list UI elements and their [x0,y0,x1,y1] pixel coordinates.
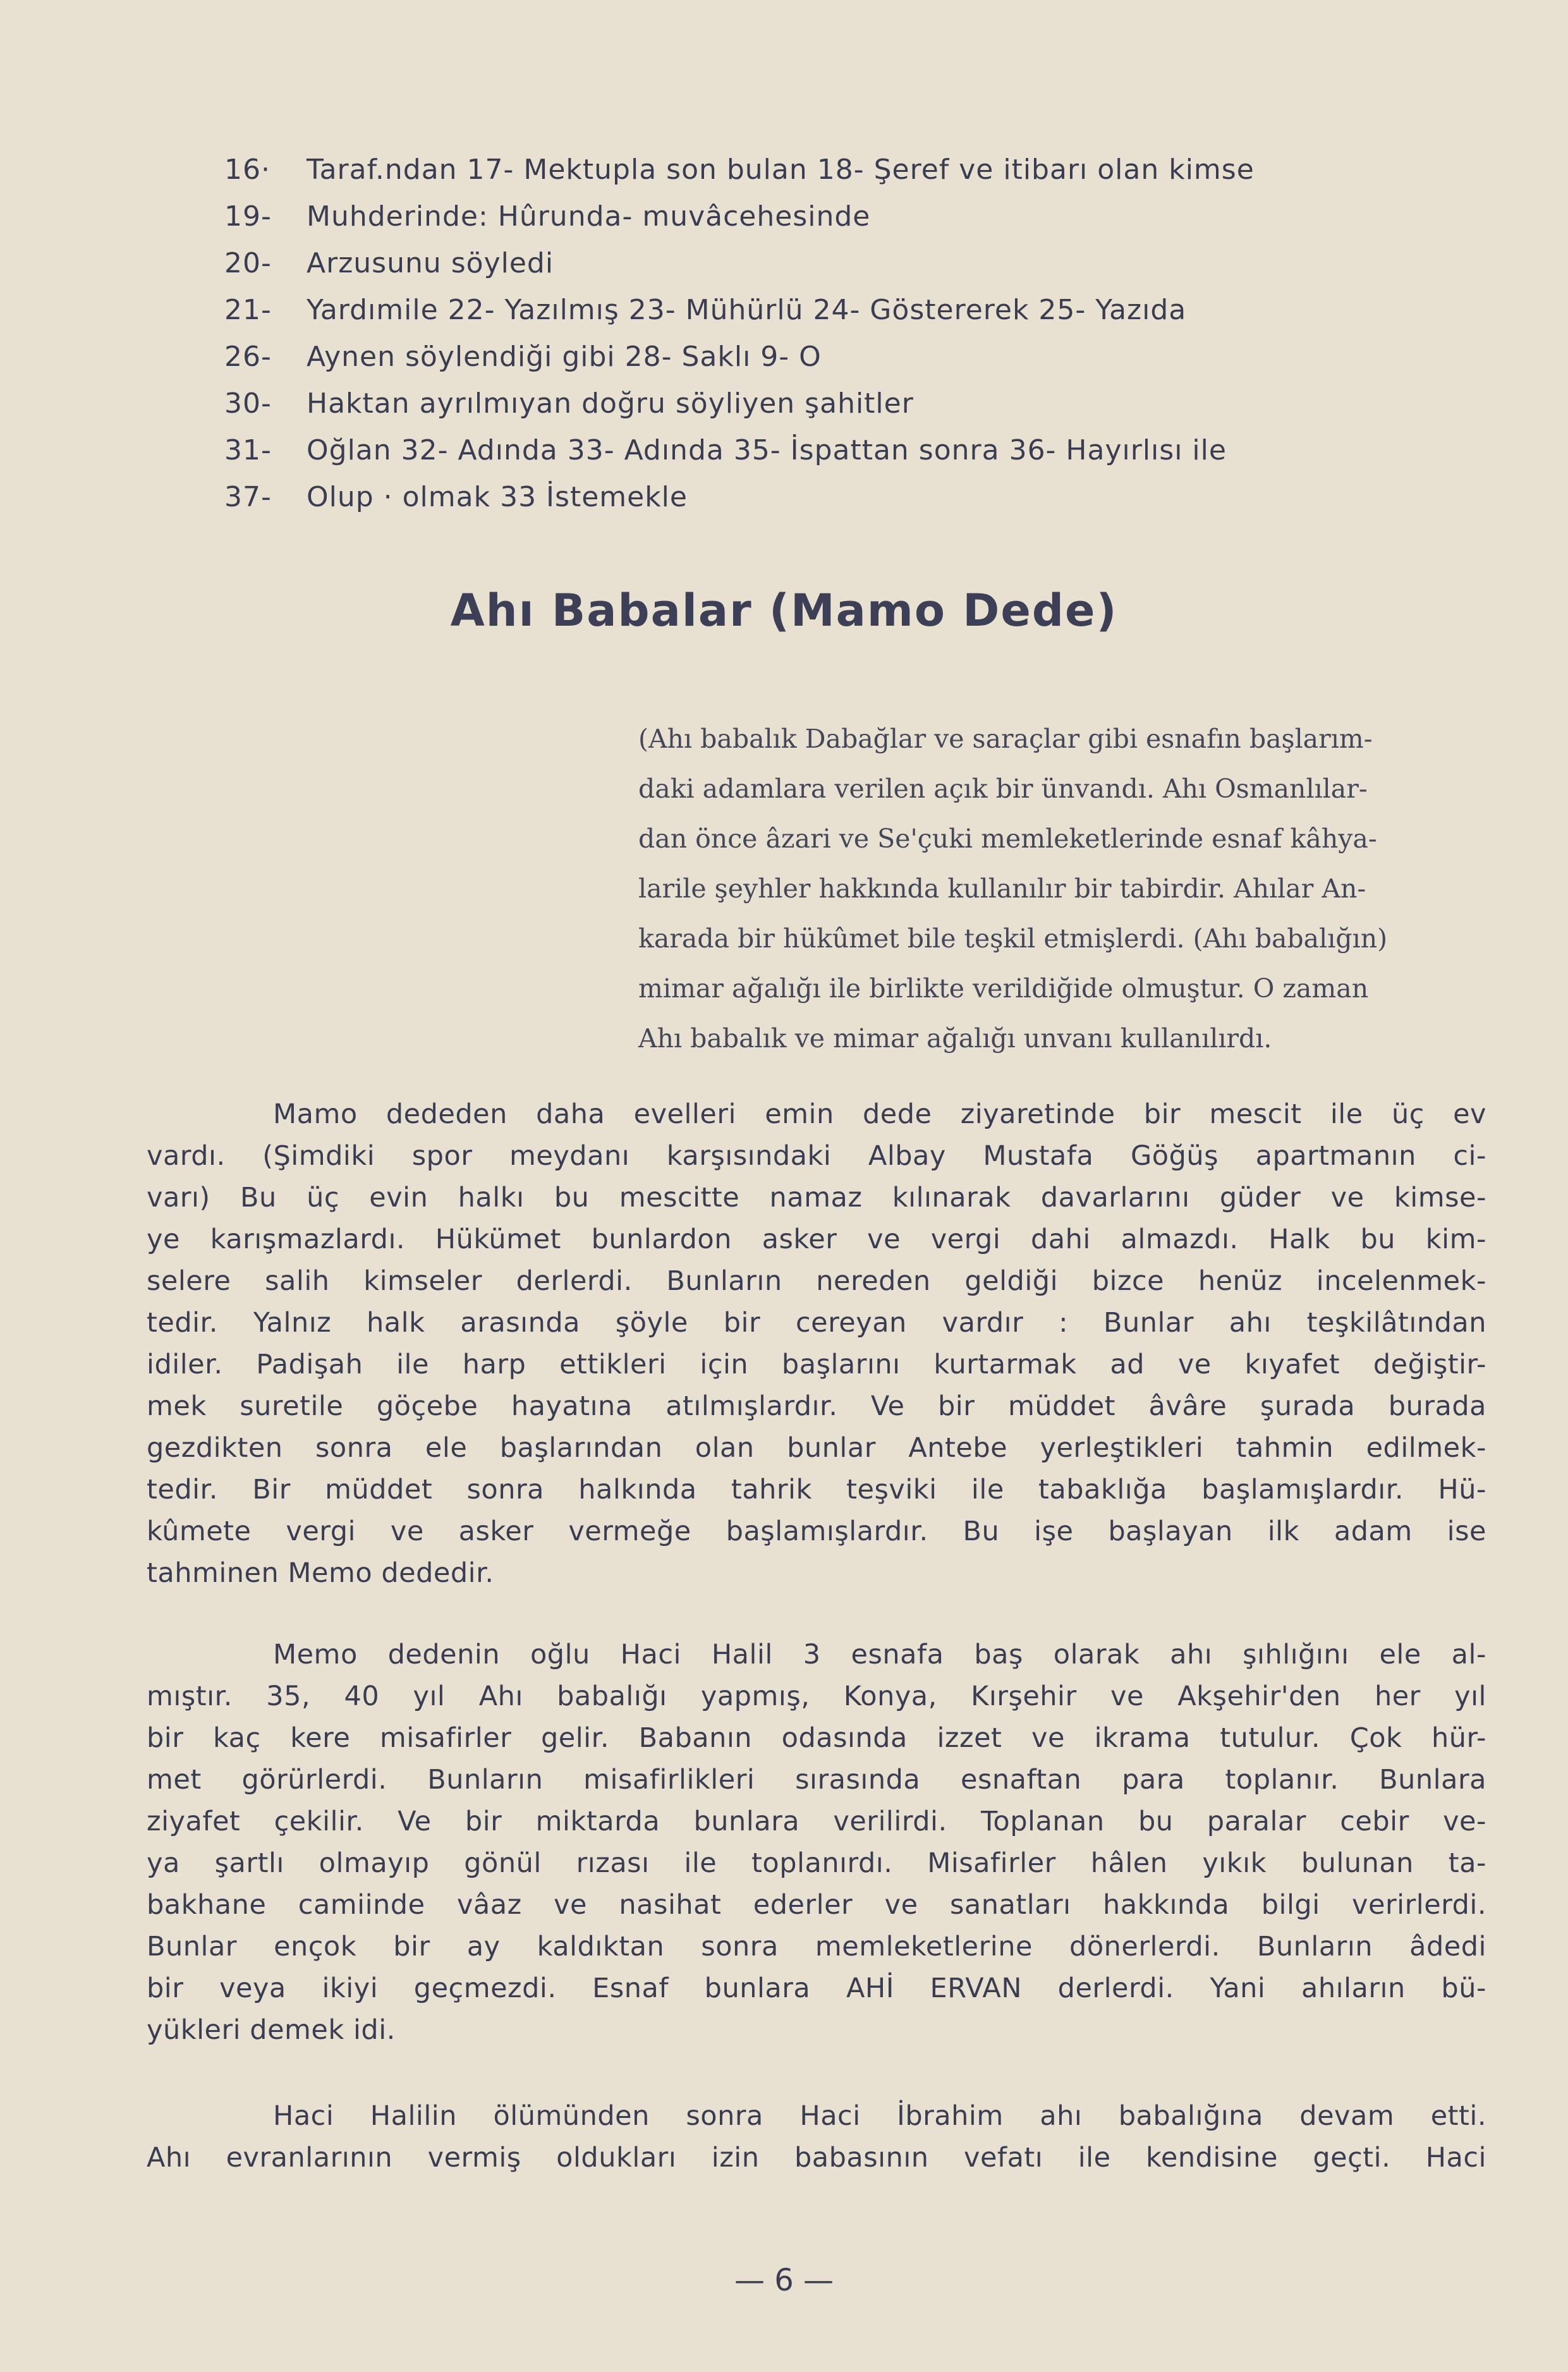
glossary-text: Oğlan 32- Adında 33- Adında 35- İspattan sonra 36- Hayırlısı ile [307,434,1227,466]
glossary-row [224,380,1501,427]
paragraph-line: Haci Halilin ölümünden sonra Haci İbrahim ahı babalığına devam etti. [273,2100,1486,2132]
glossary-row [224,147,1501,193]
paragraph-mamo-dede [147,1093,1486,1594]
note-line: mimar ağalığı ile birlikte verildiğide olmuştur. O zaman [638,973,1369,1004]
paragraph-line: kûmete vergi ve asker vermeğe başlamışlardır. Bu işe başlayan ilk adam ise [147,1516,1486,1547]
glossary-text: Olup · olmak 33 İstemekle [307,481,688,513]
paragraph-line: idiler. Padişah ile harp ettikleri için başlarını kurtarmak ad ve kıyafet değiştir- [147,1349,1486,1380]
paragraph-line: tedir. Yalnız halk arasında şöyle bir cereyan vardır : Bunlar ahı teşkilâtından [147,1307,1486,1339]
paragraph-line: ya şartlı olmayıp gönül rızası ile toplanırdı. Misafirler hâlen yıkık bulunan ta- [147,1847,1486,1879]
note-line: (Ahı babalık Dabağlar ve saraçlar gibi esnafın başlarım- [638,724,1373,754]
glossary-number: 21- [224,294,272,326]
note-line: Ahı babalık ve mimar ağalığı unvanı kullanılırdı. [638,1023,1272,1054]
glossary-text: Haktan ayrılmıyan doğru söyliyen şahitler [307,387,914,420]
paragraph-line: Mamo dededen daha evelleri emin dede ziyaretinde bir mescit ile üç ev [273,1098,1486,1130]
paragraph-line: bir veya ikiyi geçmezdi. Esnaf bunlara AHİ ERVAN derlerdi. Yani ahıların bü- [147,1973,1486,2004]
glossary-row [224,287,1501,334]
paragraph-line: bir kaç kere misafirler gelir. Babanın odasında izzet ve ikrama tutulur. Çok hür- [147,1722,1486,1754]
glossary-number: 20- [224,247,272,279]
page-number: — 6 — [734,2263,834,2298]
glossary-row [224,193,1501,240]
paragraph-line: Bunlar ençok bir ay kaldıktan sonra memleketlerine dönerlerdi. Bunların âdedi [147,1931,1486,1962]
glossary-number: 30- [224,387,272,420]
glossary-text: Aynen söylendiği gibi 28- Saklı 9- O [307,341,822,373]
glossary-row [224,427,1501,474]
note-line: larile şeyhler hakkında kullanılır bir tabirdir. Ahılar An- [638,873,1366,904]
glossary-number: 19- [224,200,272,233]
glossary-text: Arzusunu söyledi [307,247,554,279]
glossary-text: Muhderinde: Hûrunda- muvâcehesinde [307,200,871,233]
glossary-text: Taraf.ndan 17- Mektupla son bulan 18- Şeref ve itibarı olan kimse [307,154,1255,186]
paragraph-line: vardı. (Şimdiki spor meydanı karşısındaki Albay Mustafa Göğüş apartmanın ci- [147,1140,1486,1172]
note-line: dan önce âzari ve Se'çuki memleketlerinde esnaf kâhya- [638,824,1377,854]
glossary-list [224,147,1501,521]
paragraph-haci-halil [147,1634,1486,2051]
note-line: daki adamlara verilen açık bir ünvandı. Ahı Osmanlılar- [638,774,1368,804]
paragraph-line: Ahı evranlarının vermiş oldukları izin babasının vefatı ile kendisine geçti. Haci [147,2142,1486,2174]
introductory-note [638,714,1495,1064]
paragraph-line: mek suretile göçebe hayatına atılmışlardır. Ve bir müddet âvâre şurada burada [147,1390,1486,1422]
paragraph-line: Memo dedenin oğlu Haci Halil 3 esnafa baş olarak ahı şıhlığını ele al- [273,1639,1486,1670]
glossary-number: 16· [224,154,270,186]
section-title: Ahı Babalar (Mamo Dede) [450,585,1118,636]
paragraph-line: selere salih kimseler derlerdi. Bunların nereden geldiği bizce henüz incelenmek- [147,1265,1486,1297]
paragraph-line: tedir. Bir müddet sonra halkında tahrik teşviki ile tabaklığa başlamışlardır. Hü- [147,1474,1486,1505]
paragraph-line: yükleri demek idi. [147,2014,396,2046]
paragraph-line: gezdikten sonra ele başlarından olan bunlar Antebe yerleştikleri tahmin edilmek- [147,1432,1486,1464]
paragraph-line: varı) Bu üç evin halkı bu mescitte namaz kılınarak davarlarını güder ve kimse- [147,1182,1486,1213]
glossary-number: 37- [224,481,272,513]
paragraph-line: mıştır. 35, 40 yıl Ahı babalığı yapmış, Konya, Kırşehir ve Akşehir'den her yıl [147,1681,1486,1712]
note-line: karada bir hükûmet bile teşkil etmişlerdi. (Ahı babalığın) [638,923,1388,954]
paragraph-line: met görürlerdi. Bunların misafirlikleri sırasında esnaftan para toplanır. Bunlara [147,1764,1486,1796]
glossary-text: Yardımile 22- Yazılmış 23- Mühürlü 24- Göstererek 25- Yazıda [307,294,1187,326]
glossary-row [224,474,1501,521]
paragraph-line: ziyafet çekilir. Ve bir miktarda bunlara verilirdi. Toplanan bu paralar cebir ve- [147,1806,1486,1837]
paragraph-line: ye karışmazlardı. Hükümet bunlardon asker ve vergi dahi almazdı. Halk bu kim- [147,1224,1486,1255]
paragraph-line: bakhane camiinde vâaz ve nasihat ederler ve sanatları hakkında bilgi verirlerdi. [147,1889,1486,1921]
glossary-row [224,334,1501,380]
glossary-row [224,240,1501,287]
paragraph-line: tahminen Memo dededir. [147,1557,494,1589]
glossary-number: 31- [224,434,272,466]
paragraph-haci-ibrahim [147,2095,1486,2179]
glossary-number: 26- [224,341,272,373]
